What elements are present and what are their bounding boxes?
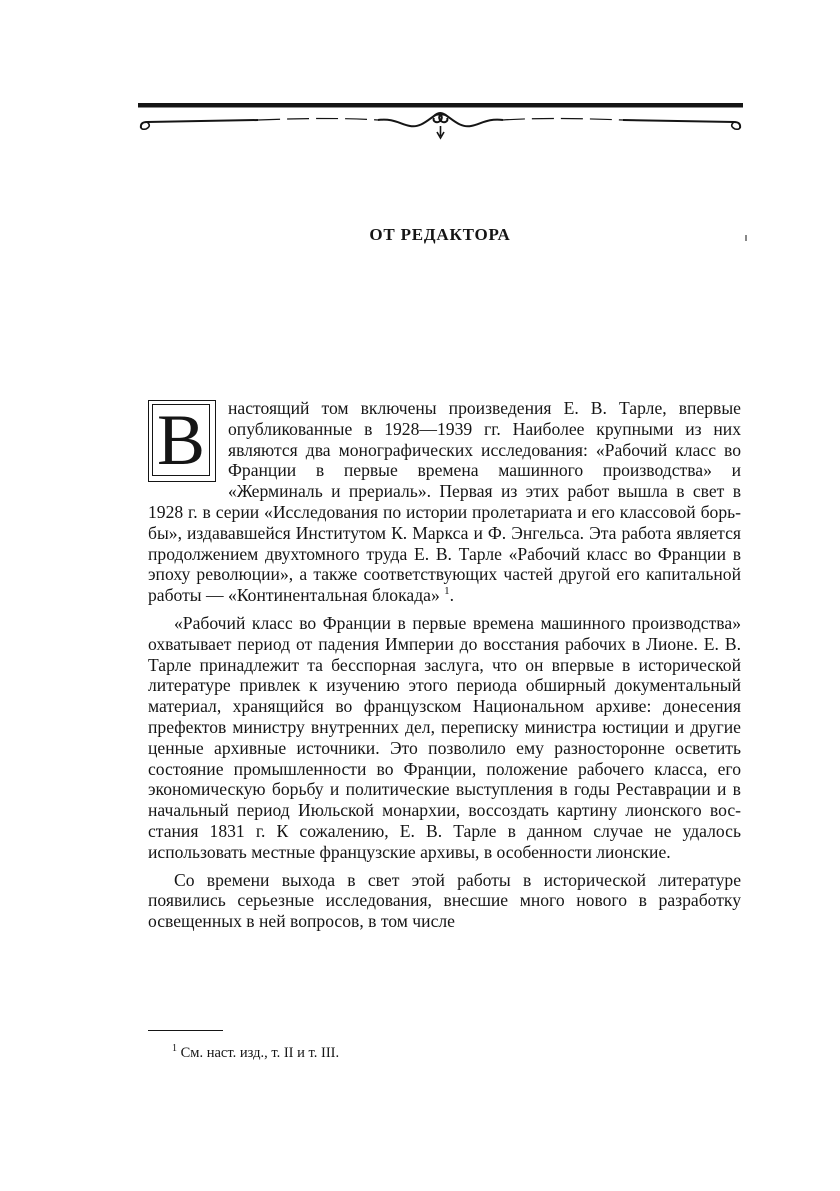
margin-mark xyxy=(745,235,747,241)
paragraph-3: Со времени выхода в свет этой работы в исторической литературе появились серьезные исследования, внесшие много нового в разработку освещенных в ней вопросов, в том числе xyxy=(148,869,741,932)
paragraph-1: В настоящий том включены произведения Е. В. Тарле, впервые опубликованные в 1928—1939 гг. Наиболее крупными из них являются два монографических исследования: «Рабочий класс во Франции в первые времена машинного производства» и «Жерминаль и прериаль». Первая из этих работ вышла в свет в 1928 г. в серии «Исследования по истории пролетариата и его классовой борьбы», издававшейся Институтом К. Маркса и Ф. Энгельса. Эта работа является продолжением двухтомного труда Е. В. Тарле «Рабочий класс во Франции в эпоху революции», а также соответствующих частей другой его капитальной работы — «Континентальная блокада» $^1$. xyxy=(148,398,741,606)
footnote xyxy=(172,1043,339,1062)
footnote-reference: 1 xyxy=(444,585,450,598)
paragraph-2: «Рабочий класс во Франции в первые времена машинного производства» охватывает период от падения Империи до восстания рабочих в Лионе. Е. В. Тарле принадлежит та бесспорная заслуга, что он впервые в исторической литературе привлек к изучению этого периода обширный документальный материал, хранящийся во французском Национальном архиве: донесения префектов министру внутренних дел, переписку министра юстиции и другие ценные архивные источники. Это позволило ему разносторонне осветить состояние промышленности во Франции, положение рабочего класса, его экономическую борьбу и политические выступления в годы Реставрации и в начальный период Июльской монархии, воссоздать картину лионского восстания 1831 г. К сожалению, Е. В. Тарле в данном случае не удалось использовать местные французские архивы, в особенности лионские. xyxy=(148,612,741,862)
footnote-marker: 1 xyxy=(172,1043,177,1054)
body-text xyxy=(148,398,741,932)
footnote-rule xyxy=(148,1030,223,1031)
page-heading: ОТ РЕДАКТОРА xyxy=(369,225,511,244)
header-ornament xyxy=(138,96,743,146)
drop-cap: В xyxy=(152,404,210,476)
drop-cap-frame xyxy=(148,400,216,482)
footnote-text: См. наст. изд., т. II и т. III. xyxy=(180,1044,340,1061)
paragraph-1-text: настоящий том включены произведения Е. В. Тарле, впервые опубликованные в 1928—1939 гг. Наиболее крупными из них являются два монографических исследования: «Рабочий класс во Франции в первые времена машинного производства» и «Жерминаль и прериаль». Первая из этих работ вышла в свет в 1928 г. в серии «Исследования по истории пролетариата и его классовой борьбы», издававшейся Институтом К. Маркса и Ф. Энгельса. Эта работа является продолжением двухтомного труда Е. В. Тарле «Рабочий класс во Франции в эпоху революции», а также соответствующих частей другой его капитальной работы — «Континентальная блокада» xyxy=(148,398,741,606)
